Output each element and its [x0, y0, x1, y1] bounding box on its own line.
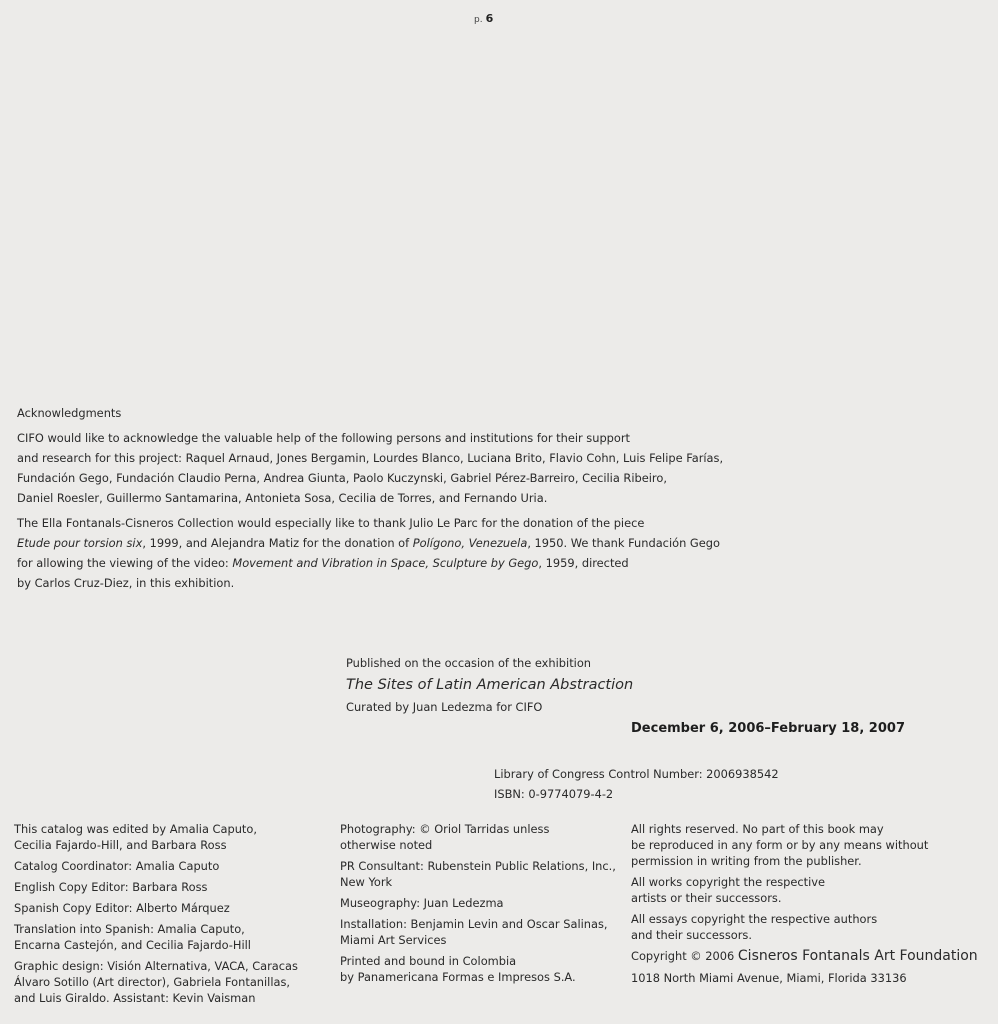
acknowledgments-section	[17, 403, 737, 593]
artwork-title: Polígono, Venezuela	[412, 536, 528, 550]
credit-entry	[14, 858, 319, 874]
credits-column-2	[340, 821, 620, 990]
rights-entry	[631, 821, 991, 869]
ack-para2-line: by Carlos Cruz-Diez, in this exhibition.	[17, 576, 235, 590]
credit-line: Cecilia Fajardo-Hill, and Barbara Ross	[14, 838, 227, 852]
ack-para1-line: Fundación Gego, Fundación Claudio Perna, Andrea Giunta, Paolo Kuczynski, Gabriel Pérez-Barreiro, Cecilia Ribeiro,	[17, 471, 667, 485]
credit-entry	[340, 953, 620, 985]
rights-line: artists or their successors.	[631, 891, 782, 905]
rights-entry	[631, 911, 991, 943]
foundation-name: Cisneros Fontanals Art Foundation	[737, 948, 978, 964]
artwork-title: Etude pour torsion six	[17, 536, 143, 550]
rights-line: and their successors.	[631, 928, 752, 942]
page-number-value: 6	[485, 12, 494, 25]
credit-line: Graphic design: Visión Alternativa, VACA, Caracas	[14, 959, 298, 973]
credit-line: Catalog Coordinator: Amalia Caputo	[14, 859, 220, 873]
publication-info	[346, 655, 633, 715]
credits-column-3	[631, 821, 991, 991]
credit-line: English Copy Editor: Barbara Ross	[14, 880, 208, 894]
credit-line: Printed and bound in Colombia	[340, 954, 517, 968]
exhibition-dates: December 6, 2006–February 18, 2007	[631, 721, 905, 736]
video-title: Movement and Vibration in Space, Sculpture by Gego	[232, 556, 539, 570]
ack-para2-line	[17, 553, 737, 573]
lccn: Library of Congress Control Number: 2006938542	[494, 767, 779, 781]
exhibition-title: The Sites of Latin American Abstraction	[346, 677, 634, 693]
isbn: ISBN: 0-9774079-4-2	[494, 787, 614, 801]
credit-line: Miami Art Services	[340, 933, 447, 947]
credit-entry	[14, 879, 319, 895]
credit-line: This catalog was edited by Amalia Caputo,	[14, 822, 257, 836]
credit-line: Encarna Castejón, and Cecilia Fajardo-Hill	[14, 938, 251, 952]
rights-line: permission in writing from the publisher.	[631, 854, 862, 868]
ack-para1-line: Daniel Roesler, Guillermo Santamarina, Antonieta Sosa, Cecilia de Torres, and Fernando Uria.	[17, 491, 548, 505]
credit-line: PR Consultant: Rubenstein Public Relations, Inc.,	[340, 859, 616, 873]
credit-entry	[340, 821, 620, 853]
credit-line: Translation into Spanish: Amalia Caputo,	[14, 922, 245, 936]
curator-line: Curated by Juan Ledezma for CIFO	[346, 700, 543, 714]
ack-para1-line: CIFO would like to acknowledge the valuable help of the following persons and institutions for their support	[17, 431, 631, 445]
ack-text: for allowing the viewing of the video:	[17, 556, 233, 570]
page-number-prefix: p.	[474, 15, 483, 25]
rights-entry	[631, 874, 991, 906]
credit-line: by Panamericana Formas e Impresos S.A.	[340, 970, 576, 984]
credit-line: Spanish Copy Editor: Alberto Márquez	[14, 901, 230, 915]
ack-text: , 1959, directed	[538, 556, 629, 570]
credit-line: otherwise noted	[340, 838, 433, 852]
credit-entry	[14, 821, 319, 853]
page-number	[474, 12, 493, 25]
credit-line: Álvaro Sotillo (Art director), Gabriela Fontanillas,	[14, 975, 291, 989]
rights-line: be reproduced in any form or by any means without	[631, 838, 929, 852]
acknowledgments-title: Acknowledgments	[17, 406, 122, 420]
credit-entry	[340, 858, 620, 890]
credit-entry	[14, 921, 319, 953]
credit-line: Museography: Juan Ledezma	[340, 896, 504, 910]
credit-line: Photography: © Oriol Tarridas unless	[340, 822, 550, 836]
credits-column-1	[14, 821, 319, 1011]
ack-text: , 1950. We thank Fundación Gego	[527, 536, 720, 550]
ack-para2-line	[17, 533, 737, 553]
copyright-line	[631, 948, 991, 964]
rights-line: All works copyright the respective	[631, 875, 826, 889]
address: 1018 North Miami Avenue, Miami, Florida 33136	[631, 971, 907, 985]
credit-entry	[340, 895, 620, 911]
credit-line: and Luis Giraldo. Assistant: Kevin Vaisman	[14, 991, 256, 1005]
rights-line: All essays copyright the respective authors	[631, 912, 878, 926]
rights-line: All rights reserved. No part of this book may	[631, 822, 884, 836]
copyright-prefix: Copyright © 2006	[631, 949, 735, 963]
publication-occasion: Published on the occasion of the exhibition	[346, 656, 592, 670]
credit-line: New York	[340, 875, 393, 889]
ack-para1-line: and research for this project: Raquel Arnaud, Jones Bergamin, Lourdes Blanco, Luciana Brito, Flavio Cohn, Luis Felipe Farías,	[17, 451, 724, 465]
credit-entry	[14, 958, 319, 1006]
credit-entry	[14, 900, 319, 916]
credit-line: Installation: Benjamin Levin and Oscar Salinas,	[340, 917, 608, 931]
ack-text: , 1999, and Alejandra Matiz for the donation of	[142, 536, 413, 550]
ack-para2-line: The Ella Fontanals-Cisneros Collection would especially like to thank Julio Le Parc for the donation of the piece	[17, 516, 645, 530]
credit-entry	[340, 916, 620, 948]
library-info	[494, 764, 779, 804]
